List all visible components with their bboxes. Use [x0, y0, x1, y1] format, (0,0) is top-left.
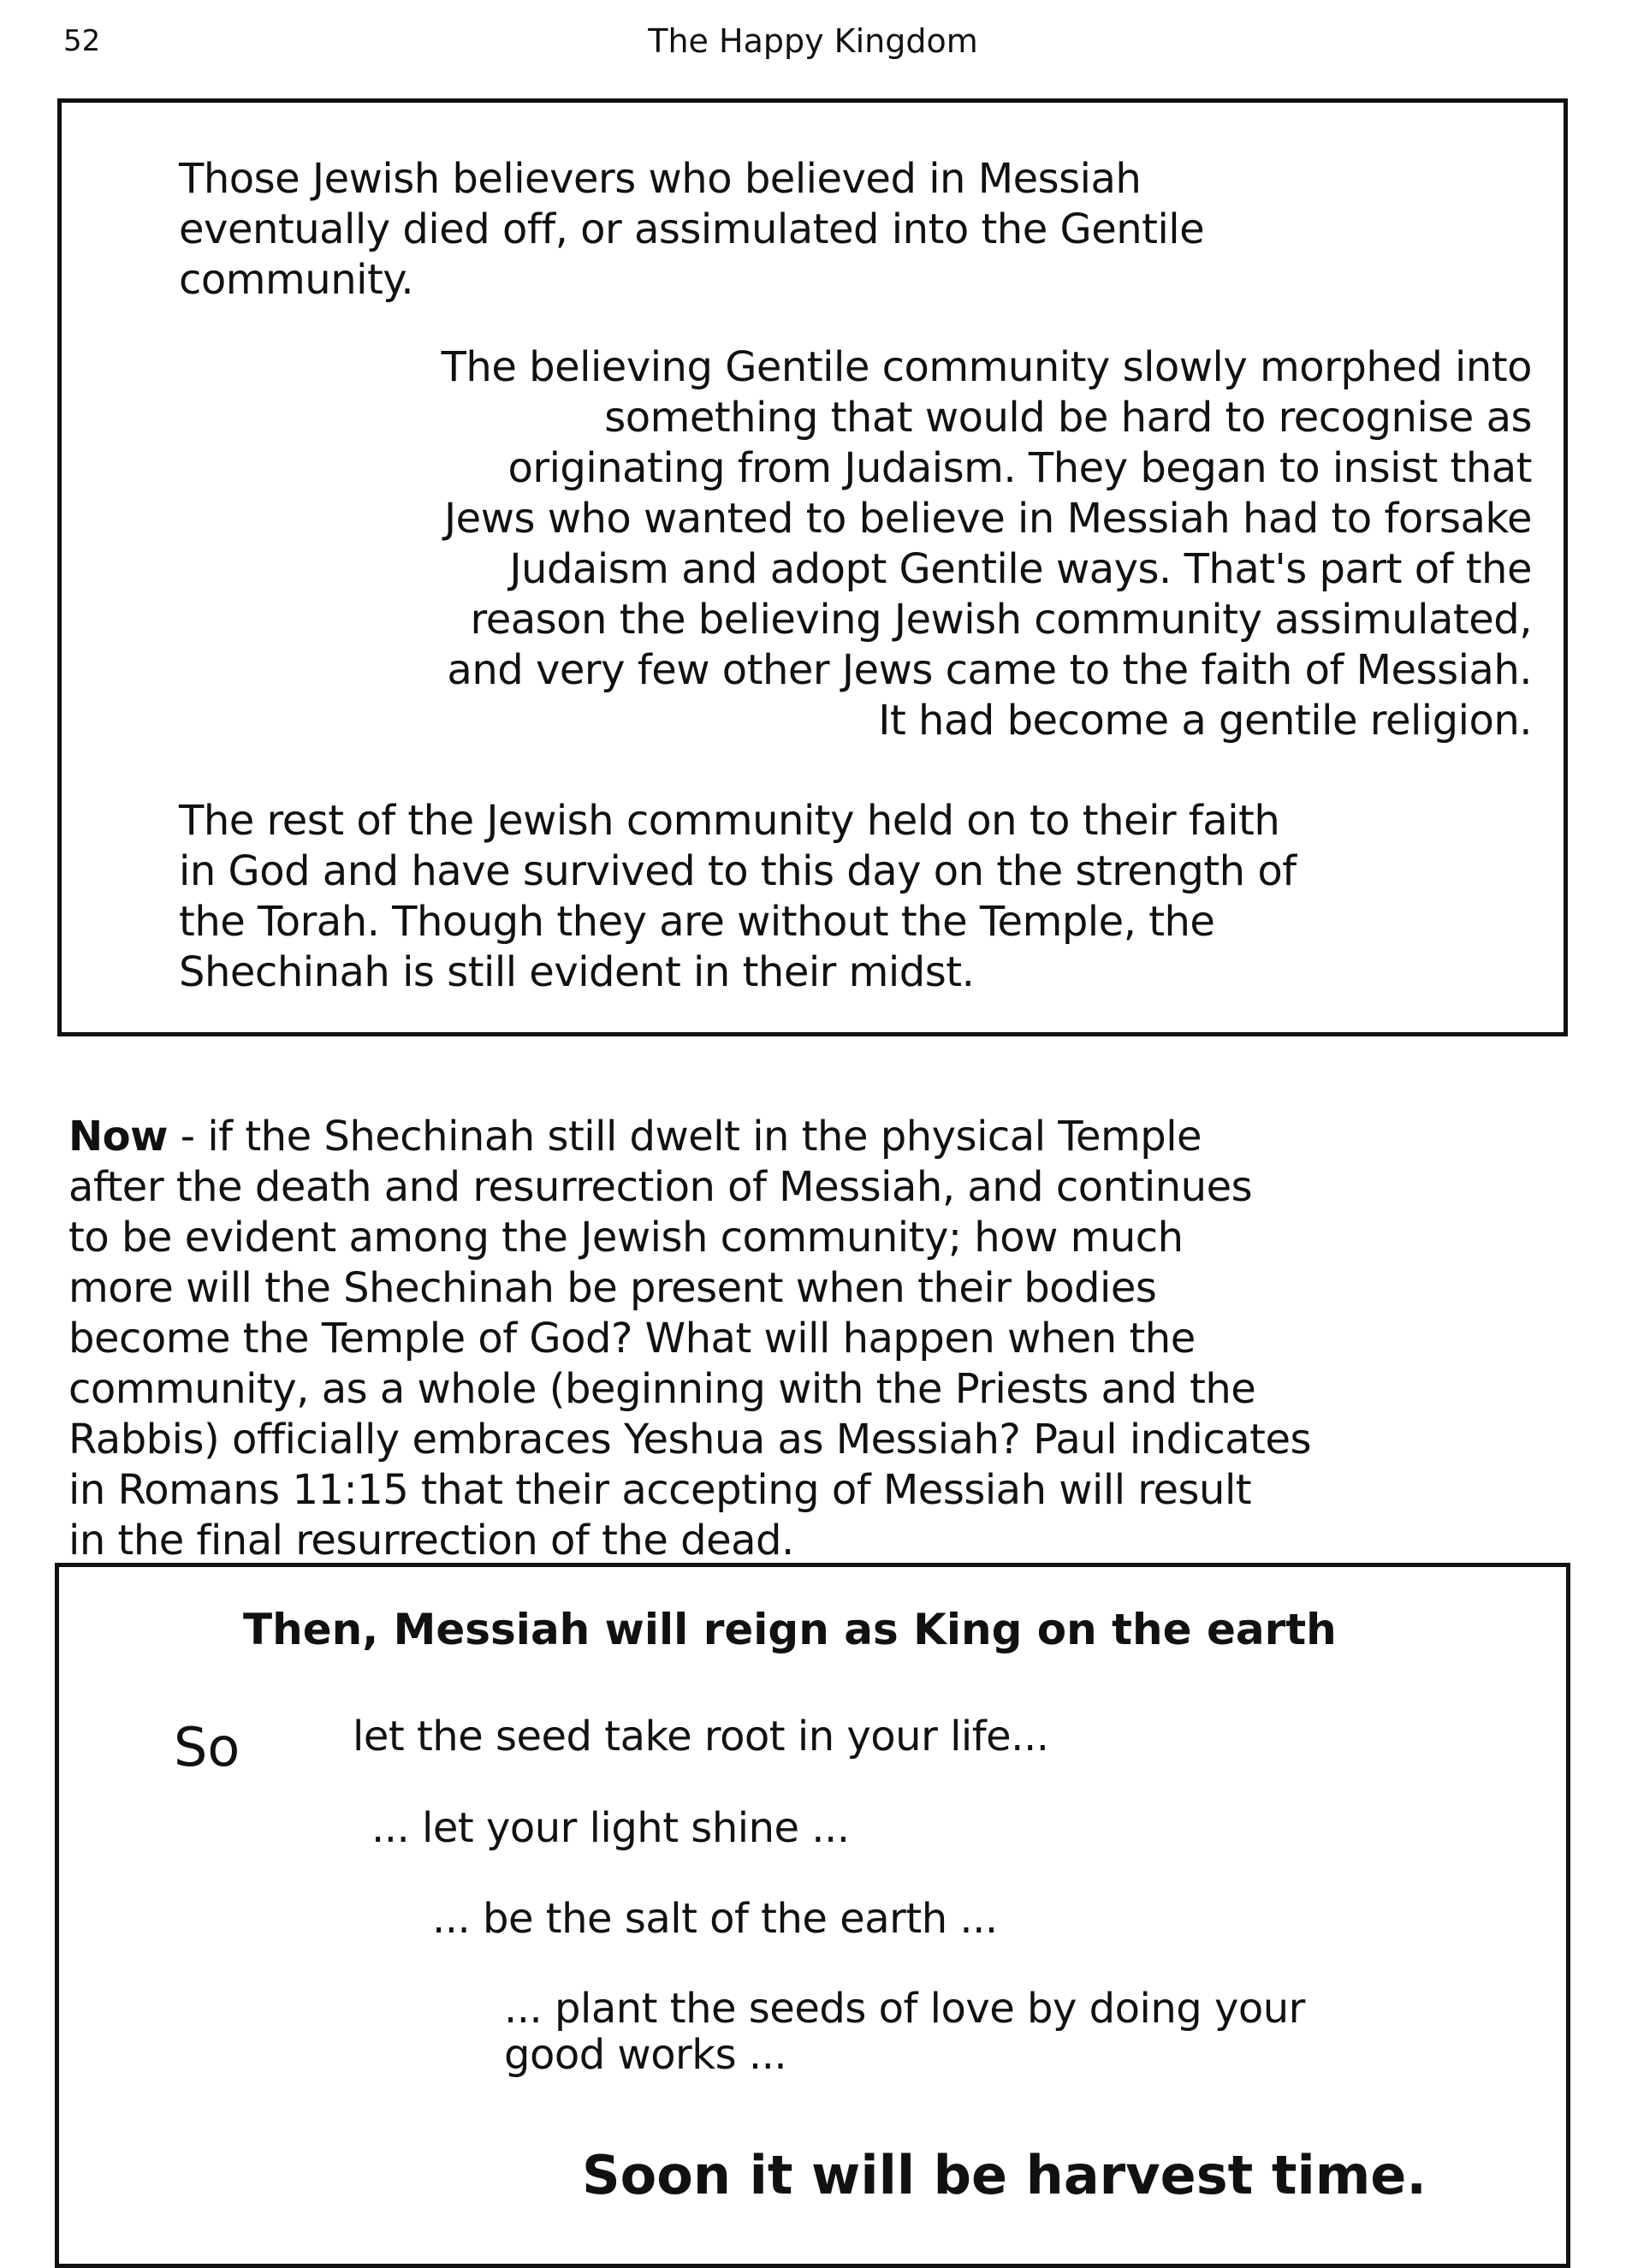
closing-statement: Soon it will be harvest time.	[582, 2144, 1427, 2206]
paragraph-1: Those Jewish believers who believed in Messiah eventually died off, or assimulated into the Gentile community.	[179, 155, 1205, 304]
exhortation-line-1: let the seed take root in your life...	[353, 1713, 1049, 1760]
exhortation-line-3: ... be the salt of the earth ...	[432, 1895, 998, 1943]
paragraph-2: The believing Gentile community slowly morphed into something that would be hard to recognise as originating from Judaism. They began to insist that Jews who wanted to believe in Messiah had to forsake Judaism and adopt Gentile ways. That's part of the reason the believing Jewish community assimulated, and very few other Jews came to the faith of Messiah. It had become a gentile religion.	[441, 343, 1532, 745]
page-number: 52	[63, 24, 101, 58]
running-title: The Happy Kingdom	[648, 22, 978, 60]
now-lead: Now	[68, 1113, 168, 1161]
kingdom-heading: Then, Messiah will reign as King on the earth	[243, 1605, 1337, 1654]
middle-paragraph	[68, 1061, 1592, 1566]
paragraph-3: The rest of the Jewish community held on to their faith in God and have survived to this day on the strength of the Torah. Though they are without the Temple, the Shechinah is still evident in their midst.	[179, 797, 1297, 996]
middle-body: - if the Shechinah still dwelt in the physical Temple after the death and resurrection of Messiah, and continues to be evident among the Jewish community; how much more will the Shechinah be present when their bodies become the Temple of God? What will happen when the community, as a whole (beginning with the Priests and the Rabbis) officially embraces Yeshua as Messiah? Paul indicates in Romans 11:15 that their accepting of Messiah will result in the final resurrection of the dead.	[68, 1113, 1312, 1564]
so-word: So	[174, 1716, 240, 1778]
exhortation-line-4: ... plant the seeds of love by doing your good works ...	[504, 1985, 1305, 2079]
exhortation-line-2: ... let your light shine ...	[371, 1804, 850, 1852]
